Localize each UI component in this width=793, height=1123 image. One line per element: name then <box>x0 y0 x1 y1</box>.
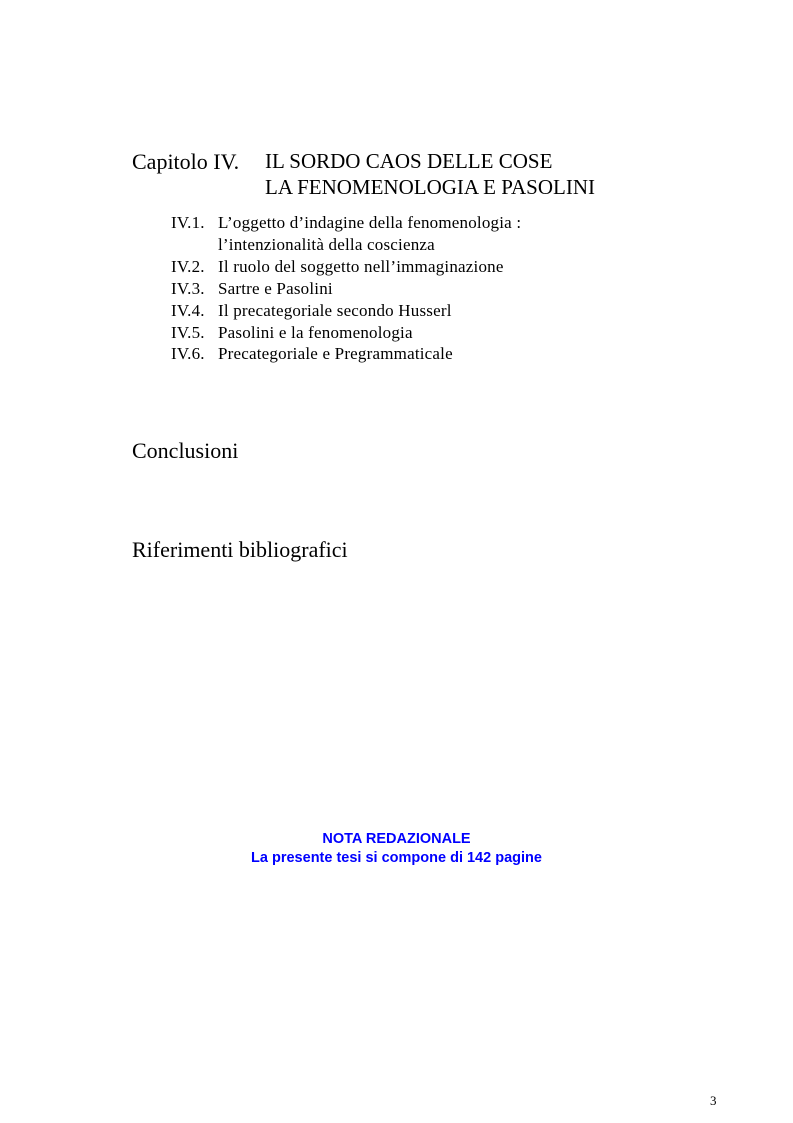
page-number: 3 <box>710 1093 717 1108</box>
section-title: Sartre e Pasolini <box>218 279 333 298</box>
section-title: Il precategoriale secondo Husserl <box>218 301 452 320</box>
section-title-continuation: l’intenzionalità della coscienza <box>218 235 435 254</box>
section-title: Precategoriale e Pregrammaticale <box>218 344 453 363</box>
editorial-note-heading: NOTA REDAZIONALE <box>322 831 471 847</box>
section-number: IV.3. <box>171 279 205 298</box>
section-number: IV.6. <box>171 344 205 363</box>
bibliography-heading: Riferimenti bibliografici <box>132 537 348 562</box>
chapter-label: Capitolo IV. <box>132 149 240 174</box>
section-title: L’oggetto d’indagine della fenomenologia : <box>218 213 522 232</box>
section-number: IV.5. <box>171 323 205 342</box>
chapter-title-line-1: IL SORDO CAOS DELLE COSE <box>265 149 553 173</box>
section-number: IV.1. <box>171 213 205 232</box>
section-title: Il ruolo del soggetto nell’immaginazione <box>218 257 504 276</box>
section-number: IV.4. <box>171 301 205 320</box>
editorial-note-text: La presente tesi si compone di 142 pagine <box>251 850 542 866</box>
chapter-title-line-2: LA FENOMENOLOGIA E PASOLINI <box>265 175 595 199</box>
section-title: Pasolini e la fenomenologia <box>218 323 413 342</box>
section-number: IV.2. <box>171 257 205 276</box>
conclusions-heading: Conclusioni <box>132 438 239 463</box>
